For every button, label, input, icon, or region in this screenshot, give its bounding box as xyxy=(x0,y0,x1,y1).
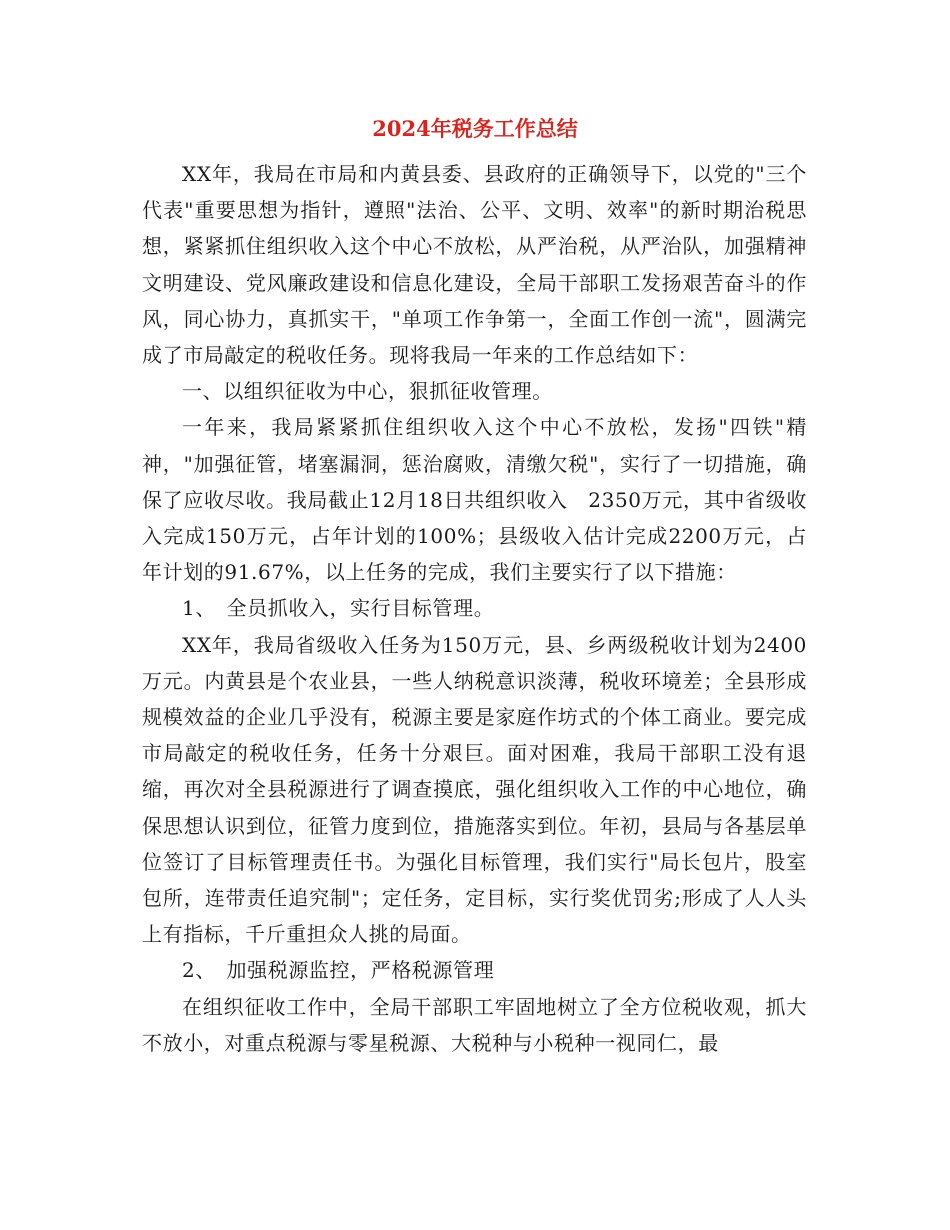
paragraph-intro: XX年，我局在市局和内黄县委、县政府的正确领导下，以党的"三个代表"重要思想为指针，遵照"法治、公平、文明、效率"的新时期治税思想，紧紧抓住组织收入这个中心不放松，从严治税，从严治队，加强精神文明建设、党风廉政建设和信息化建设，全局干部职工发扬艰苦奋斗的作风，同心协力，真抓实干，"单项工作争第一，全面工作创一流"，圆满完成了市局敲定的税收任务。现将我局一年来的工作总结如下： xyxy=(142,162,807,368)
document-body xyxy=(142,156,807,1061)
document-title: 2024年税务工作总结 xyxy=(372,116,578,141)
subheading-2: 2、 加强税源监控，严格税源管理 xyxy=(182,958,495,983)
section-heading-1: 一、以组织征收为中心，狠抓征收管理。 xyxy=(182,379,553,404)
paragraph-subsection-2: 在组织征收工作中，全局干部职工牢固地树立了全方位税收观，抓大不放小，对重点税源与零星税源、大税种与小税种一视同仁，最 xyxy=(142,994,807,1055)
subheading-1: 1、 全员抓收入，实行目标管理。 xyxy=(182,596,495,621)
paragraph-subsection-1: XX年，我局省级收入任务为150万元，县、乡两级税收计划为2400万元。内黄县是个农业县，一些人纳税意识淡薄，税收环境差；全县形成规模效益的企业几乎没有，税源主要是家庭作坊式的个体工商业。要完成市局敲定的税收任务，任务十分艰巨。面对困难，我局干部职工没有退缩，再次对全县税源进行了调查摸底，强化组织收入工作的中心地位，确保思想认识到位，征管力度到位，措施落实到位。年初，县局与各基层单位签订了目标管理责任书。为强化目标管理，我们实行"局长包片，股室包所，连带责任追究制"；定任务，定目标，实行奖优罚劣;形成了人人头上有指标，千斤重担众人挑的局面。 xyxy=(142,632,807,947)
paragraph-section-1: 一年来，我局紧紧抓住组织收入这个中心不放松，发扬"四铁"精神，"加强征管，堵塞漏洞，惩治腐败，清缴欠税"，实行了一切措施，确保了应收尽收。我局截止12月18日共组织收入 2350万元，其中省级收入完成150万元，占年计划的100%；县级收入估计完成2200万元，占年计划的91.67%，以上任务的完成，我们主要实行了以下措施： xyxy=(142,415,807,585)
